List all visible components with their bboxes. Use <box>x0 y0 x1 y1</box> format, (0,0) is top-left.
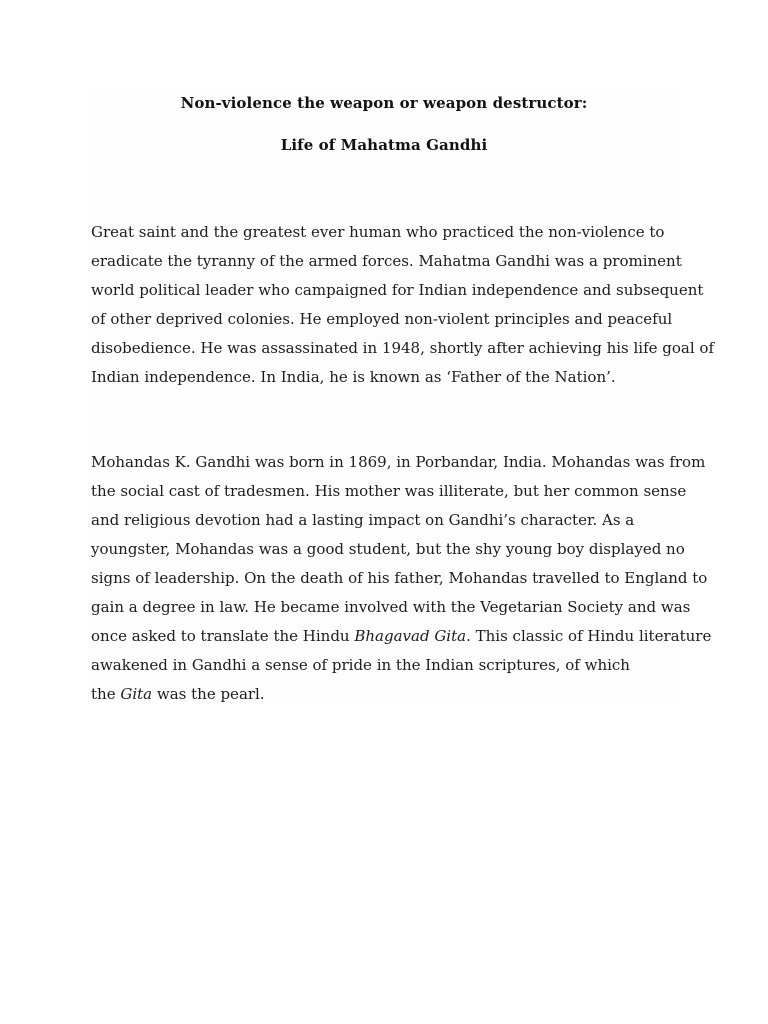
paragraph-line: world political leader who campaigned for Indian independence and subsequent <box>91 281 704 299</box>
paragraph-line: Indian independence. In India, he is known as ‘Father of the Nation’. <box>91 368 616 386</box>
paragraph-line <box>91 622 712 651</box>
paragraph-line: disobedience. He was assassinated in 1948, shortly after achieving his life goal of <box>91 339 715 357</box>
paragraph-line: of other deprived colonies. He employed non-violent principles and peaceful <box>91 310 673 328</box>
text-segment: the <box>91 685 121 703</box>
paragraph-line: awakened in Gandhi a sense of pride in the Indian scriptures, of which <box>91 656 630 674</box>
italic-title: Gita <box>120 685 153 703</box>
document-subtitle: Life of Mahatma Gandhi <box>280 136 488 154</box>
document-title: Non-violence the weapon or weapon destructor: <box>180 94 588 112</box>
paragraph-line: youngster, Mohandas was a good student, but the shy young boy displayed no <box>91 540 685 558</box>
text-segment: once asked to translate the Hindu <box>91 627 355 645</box>
paragraph-line: and religious devotion had a lasting impact on Gandhi’s character. As a <box>91 511 635 529</box>
paragraph-line: eradicate the tyranny of the armed forces. Mahatma Gandhi was a prominent <box>91 252 682 270</box>
paragraph-line: the social cast of tradesmen. His mother was illiterate, but her common sense <box>91 482 687 500</box>
paragraph-line: signs of leadership. On the death of his father, Mohandas travelled to England to <box>91 569 708 587</box>
text-segment: was the pearl. <box>152 685 265 703</box>
paragraph-line <box>91 680 691 709</box>
paragraph-biography <box>91 448 712 709</box>
paragraph-line: Mohandas K. Gandhi was born in 1869, in Porbandar, India. Mohandas was from <box>91 453 706 471</box>
paragraph-intro <box>91 218 715 392</box>
paragraph-line: gain a degree in law. He became involved with the Vegetarian Society and was <box>91 598 691 616</box>
italic-title: Bhagavad Gita <box>354 627 467 645</box>
text-segment: . This classic of Hindu literature <box>466 627 712 645</box>
paragraph-line: Great saint and the greatest ever human who practiced the non-violence to <box>91 223 665 241</box>
